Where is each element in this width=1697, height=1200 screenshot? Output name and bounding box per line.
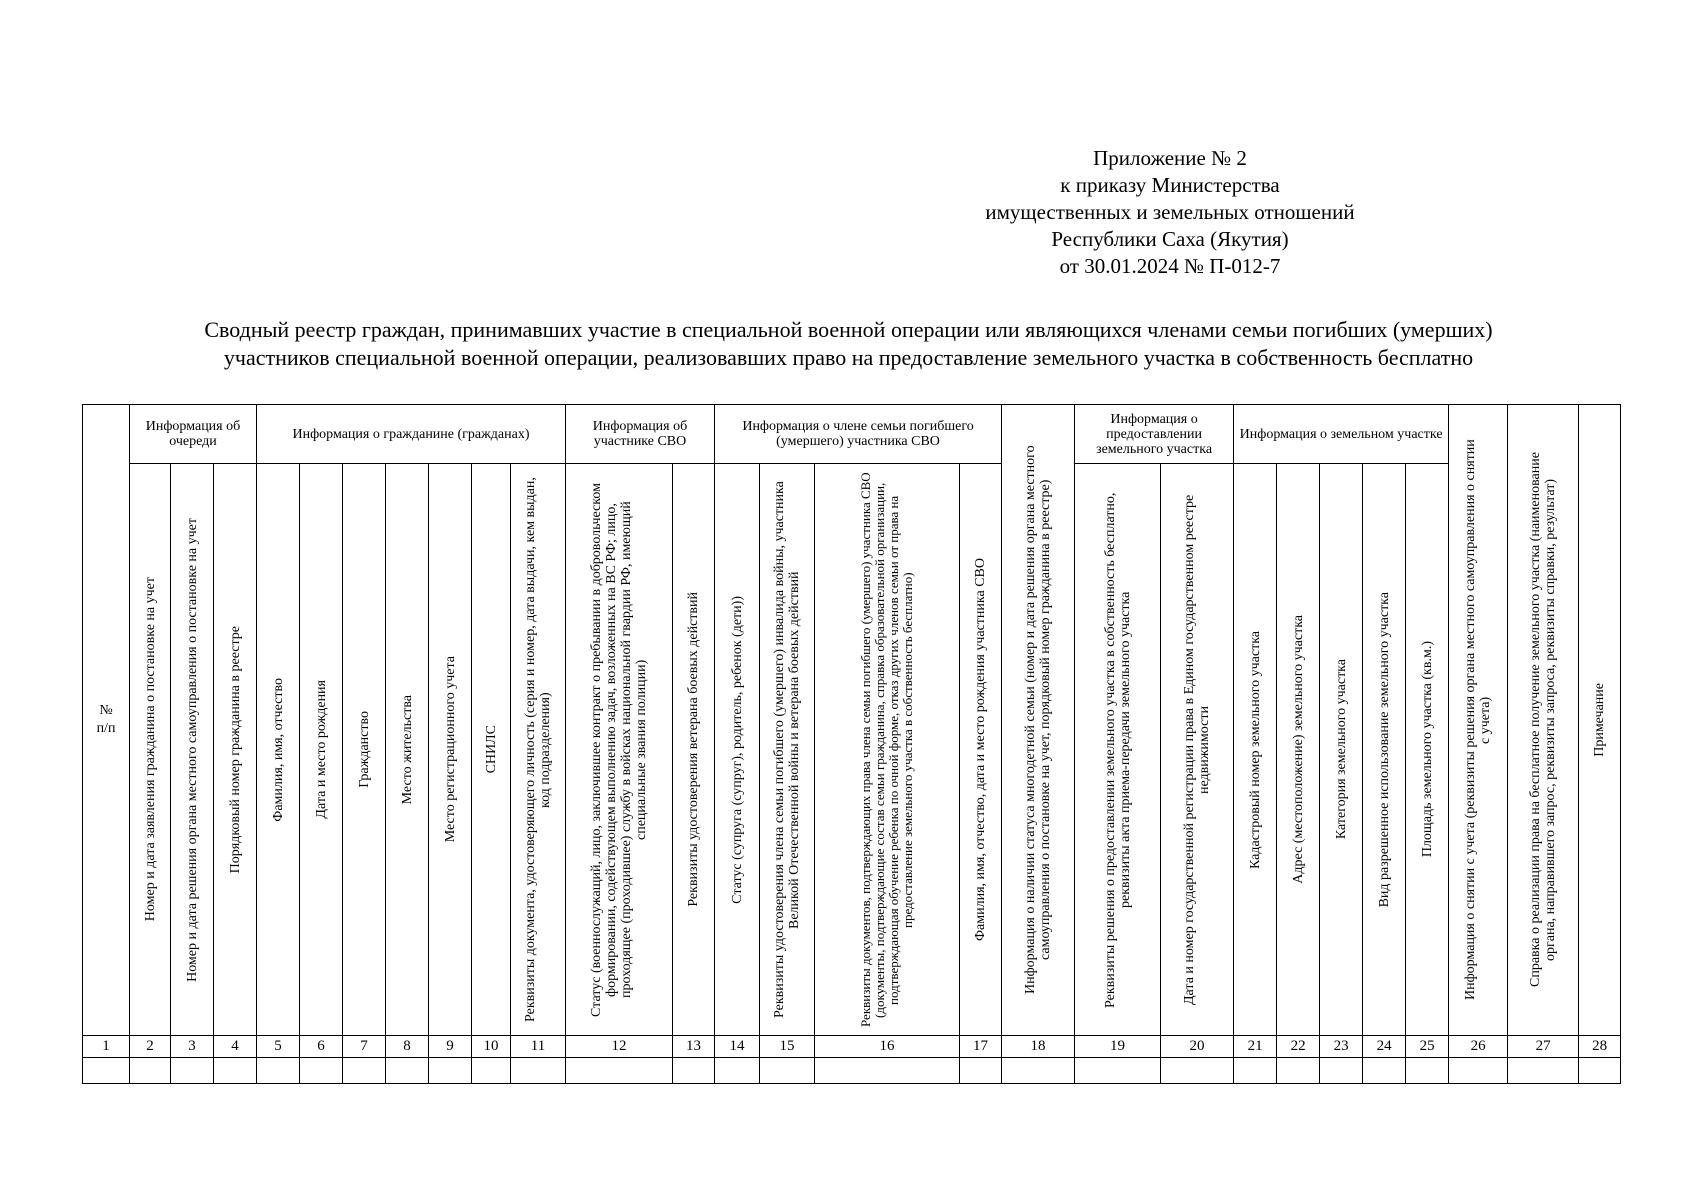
empty-cell (1234, 1058, 1277, 1084)
column-number: 25 (1406, 1036, 1449, 1058)
column-number: 28 (1579, 1036, 1621, 1058)
column-number: 12 (566, 1036, 673, 1058)
empty-cell (1579, 1058, 1621, 1084)
column-header-15: Реквизиты удостоверения члена семьи погибшего (умершего) инвалида войны, участника Великой Отечественной войны и ветерана боевых действий (760, 464, 815, 1036)
column-number: 4 (214, 1036, 257, 1058)
column-header-13: Реквизиты удостоверения ветерана боевых действий (673, 464, 715, 1036)
empty-cell (130, 1058, 171, 1084)
appendix-line: Республики Саха (Якутия) (1051, 227, 1289, 251)
column-number: 6 (300, 1036, 343, 1058)
column-header-3: Номер и дата решения органа местного самоуправления о постановке на учет (171, 464, 214, 1036)
empty-cell (83, 1058, 130, 1084)
empty-cell (257, 1058, 300, 1084)
column-header-2: Номер и дата заявления гражданина о постановке на учет (130, 464, 171, 1036)
column-number: 15 (760, 1036, 815, 1058)
column-number: 10 (472, 1036, 511, 1058)
group-land: Информация о земельном участке (1234, 405, 1449, 464)
column-number: 9 (429, 1036, 472, 1058)
empty-cell (511, 1058, 566, 1084)
column-header-28: Примечание (1579, 405, 1621, 1036)
column-header-9: Место регистрационного учета (429, 464, 472, 1036)
empty-cell (472, 1058, 511, 1084)
title-line-1: Сводный реестр граждан, принимавших участие в специальной военной операции или являющихся членами семьи погибших (умерших) (204, 317, 1493, 342)
column-number: 5 (257, 1036, 300, 1058)
empty-cell (760, 1058, 815, 1084)
appendix-line: к приказу Министерства (1060, 173, 1280, 197)
column-header-12: Статус (военнослужащий, лицо, заключившее контракт о пребывании в добровольческом формировании, содействующем выполнению задач, возложенных на ВС РФ; лицо, проходящее (проходившее) службу в войсках национальной гвардии РФ, имеющий специальные звания полиции) (566, 464, 673, 1036)
column-number: 20 (1161, 1036, 1234, 1058)
column-header-16: Реквизиты документов, подтверждающих права члена семьи погибшего (умершего) участника СВО (документы, подтверждающие состав семьи гражданина, справка образовательной организации, подтверждающая обучение ребенка по очной форме, отказ других членов семьи от права на предоставление земельного участка в собственность бесплатно) (815, 464, 960, 1036)
column-number: 18 (1002, 1036, 1075, 1058)
empty-cell (815, 1058, 960, 1084)
empty-cell (1449, 1058, 1508, 1084)
row-number-header: № п/п (83, 405, 130, 1036)
column-number: 21 (1234, 1036, 1277, 1058)
column-number: 3 (171, 1036, 214, 1058)
column-number: 22 (1277, 1036, 1320, 1058)
register-table (82, 404, 1621, 1084)
column-header-23: Категория земельного участка (1320, 464, 1363, 1036)
title-line-2: участников специальной военной операции, реализовавших право на предоставление земельного участка в собственность бесплатно (223, 345, 1474, 370)
column-header-10: СНИЛС (472, 464, 511, 1036)
empty-cell (566, 1058, 673, 1084)
column-header-14: Статус (супруга (супруг), родитель, ребенок (дети)) (715, 464, 760, 1036)
column-header-5: Фамилия, имя, отчество (257, 464, 300, 1036)
empty-cell (673, 1058, 715, 1084)
column-header-27: Справка о реализации права на бесплатное получение земельного участка (наименование органа, направившего запрос, реквизиты запроса, реквизиты справки, результат) (1508, 405, 1579, 1036)
group-participant: Информация об участнике СВО (566, 405, 715, 464)
group-header-row (83, 405, 1621, 464)
column-number: 11 (511, 1036, 566, 1058)
column-header-17: Фамилия, имя, отчество, дата и место рождения участника СВО (960, 464, 1002, 1036)
group-citizen: Информация о гражданине (гражданах) (257, 405, 566, 464)
column-header-8: Место жительства (386, 464, 429, 1036)
appendix-block (820, 145, 1520, 280)
column-number-row (83, 1036, 1621, 1058)
empty-cell (1277, 1058, 1320, 1084)
column-number: 16 (815, 1036, 960, 1058)
appendix-line: имущественных и земельных отношений (985, 200, 1355, 224)
column-number: 7 (343, 1036, 386, 1058)
column-number: 8 (386, 1036, 429, 1058)
column-number: 23 (1320, 1036, 1363, 1058)
document-title (60, 316, 1637, 372)
empty-cell (171, 1058, 214, 1084)
empty-data-row (83, 1058, 1621, 1084)
column-header-18: Информация о наличии статуса многодетной семьи (номер и дата решения органа местного самоуправления о постановке на учет, порядковый номер гражданина в реестре) (1002, 405, 1075, 1036)
group-family: Информация о члене семьи погибшего (умершего) участника СВО (715, 405, 1002, 464)
column-number: 14 (715, 1036, 760, 1058)
empty-cell (300, 1058, 343, 1084)
empty-cell (1508, 1058, 1579, 1084)
empty-cell (1161, 1058, 1234, 1084)
column-header-19: Реквизиты решения о предоставлении земельного участка в собственность бесплатно, реквизиты акта приема-передачи земельного участка (1075, 464, 1161, 1036)
empty-cell (214, 1058, 257, 1084)
group-provision: Информация о предоставлении земельного участка (1075, 405, 1234, 464)
empty-cell (1002, 1058, 1075, 1084)
column-number: 17 (960, 1036, 1002, 1058)
empty-cell (1320, 1058, 1363, 1084)
column-header-24: Вид разрешенное использование земельного участка (1363, 464, 1406, 1036)
empty-cell (1075, 1058, 1161, 1084)
column-header-25: Площадь земельного участка (кв.м.) (1406, 464, 1449, 1036)
column-header-20: Дата и номер государственной регистрации права в Едином государственном реестре недвижимости (1161, 464, 1234, 1036)
empty-cell (429, 1058, 472, 1084)
empty-cell (960, 1058, 1002, 1084)
column-number: 19 (1075, 1036, 1161, 1058)
column-header-22: Адрес (местоположение) земельного участка (1277, 464, 1320, 1036)
empty-cell (386, 1058, 429, 1084)
appendix-line: Приложение № 2 (1093, 146, 1247, 170)
column-number: 1 (83, 1036, 130, 1058)
column-header-11: Реквизиты документа, удостоверяющего личность (серия и номер, дата выдачи, кем выдан, код подразделения) (511, 464, 566, 1036)
column-number: 26 (1449, 1036, 1508, 1058)
column-header-6: Дата и место рождения (300, 464, 343, 1036)
column-number: 2 (130, 1036, 171, 1058)
column-number: 24 (1363, 1036, 1406, 1058)
group-queue: Информация об очереди (130, 405, 257, 464)
column-header-7: Гражданство (343, 464, 386, 1036)
appendix-line: от 30.01.2024 № П-012-7 (1059, 254, 1281, 278)
column-number: 13 (673, 1036, 715, 1058)
empty-cell (1363, 1058, 1406, 1084)
empty-cell (715, 1058, 760, 1084)
column-number: 27 (1508, 1036, 1579, 1058)
column-header-21: Кадастровый номер земельного участка (1234, 464, 1277, 1036)
column-header-4: Порядковый номер гражданина в реестре (214, 464, 257, 1036)
empty-cell (343, 1058, 386, 1084)
empty-cell (1406, 1058, 1449, 1084)
column-header-26: Информация о снятии с учета (реквизиты решения органа местного самоуправления о снятии с учета) (1449, 405, 1508, 1036)
column-header-row (83, 464, 1621, 1036)
